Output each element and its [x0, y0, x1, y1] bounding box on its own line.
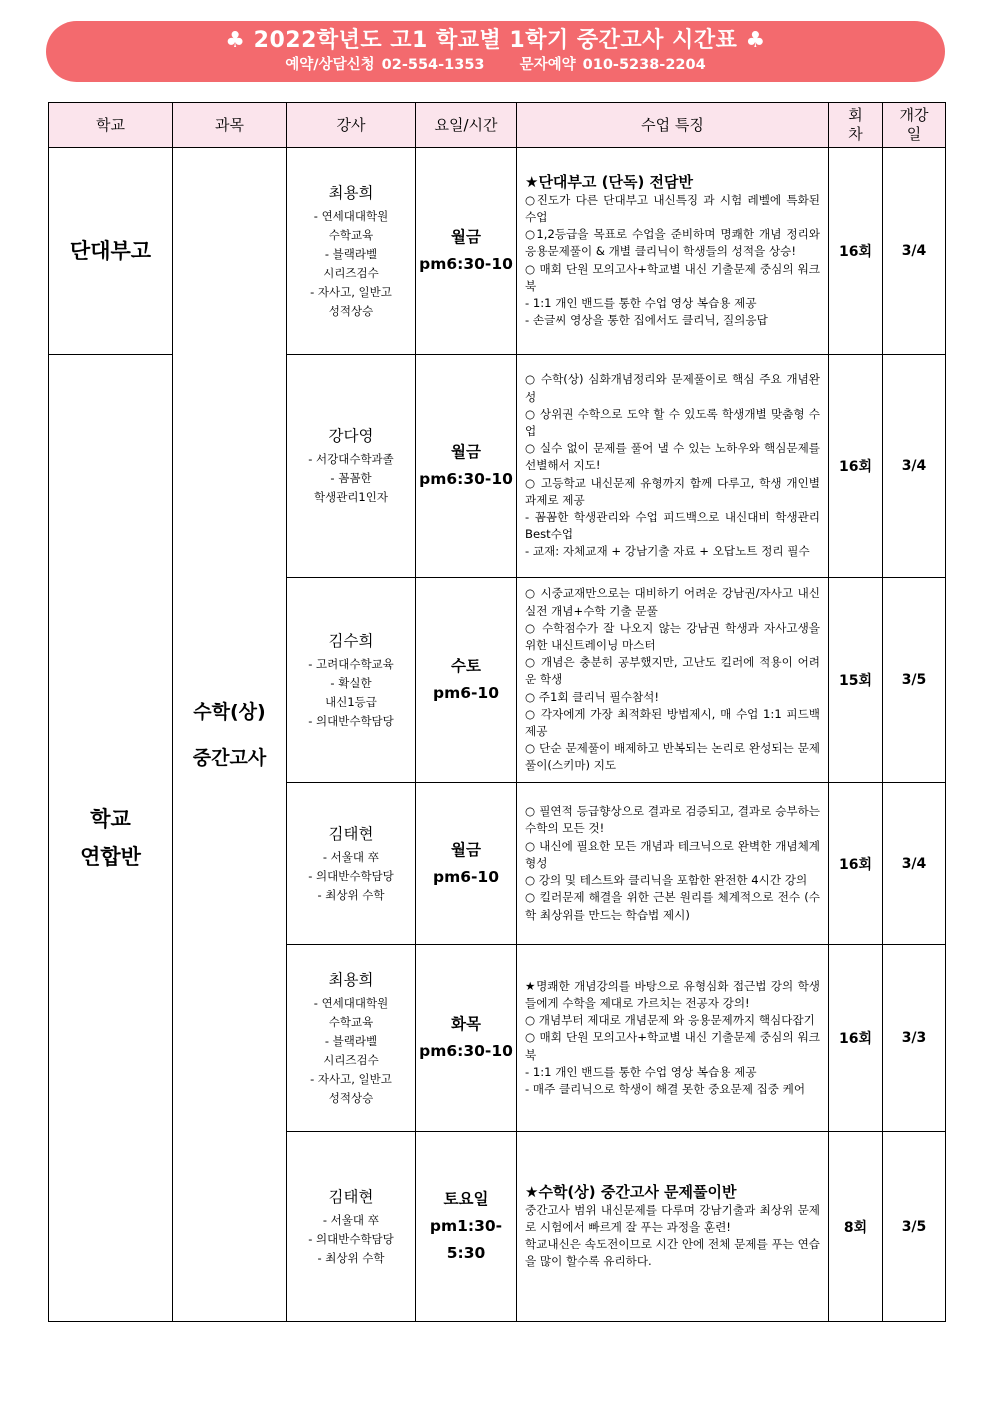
start-date-cell: 3/5 — [883, 578, 946, 783]
time-cell: 월금 pm6:30-10 — [416, 148, 517, 355]
contact-line — [46, 56, 945, 74]
features-cell: ○ 시중교재만으로는 대비하기 어려운 강남권/자사고 내신실전 개념+수학 기출 문풀 ○ 수학점수가 잘 나오지 않는 강남권 학생과 자사고생을 위한 내신트레이닝 마스터 ○ 개념은 충분히 공부했지만, 고난도 킬러에 적용이 어려운 학생 ○ 주1회 클리닉 필수참석! ○ 각자에게 가장 최적화된 방법제시, 매 수업 1:1 피드백 제공 ○ 단순 문제풀이 배제하고 반복되는 논리로 완성되는 문제풀이(스키마) 지도 — [517, 578, 829, 783]
teacher-cell: 강다영 - 서강대수학과졸 - 꼼꼼한 학생관리1인자 — [287, 355, 416, 578]
start-date-cell: 3/4 — [883, 355, 946, 578]
sessions-cell: 8회 — [829, 1132, 883, 1322]
time-cell: 월금 pm6:30-10 — [416, 355, 517, 578]
subject-cell: 수학(상) 중간고사 — [173, 148, 287, 1322]
school-cell: 단대부고 — [49, 148, 173, 355]
features-cell: ★명쾌한 개념강의를 바탕으로 유형심화 접근법 강의 학생들에게 수학을 제대로 가르치는 전공자 강의! ○ 개념부터 제대로 개념문제 와 응용문제까지 핵심다잡기 ○ 매회 단원 모의고사+학교별 내신 기출문제 중심의 워크북 - 1:1 개인 밴드를 통한 수업 영상 복습용 제공 - 매주 클리닉으로 학생이 해결 못한 중요문제 집중 케어 — [517, 945, 829, 1132]
start-date-cell: 3/3 — [883, 945, 946, 1132]
schedule-table — [48, 102, 946, 1322]
col-subject-header: 과목 — [173, 103, 287, 148]
contact-booking: 예약/상담신청 02-554-1353 — [285, 57, 485, 73]
teacher-cell: 김태현 - 서울대 卒 - 의대반수학담당 - 최상위 수학 — [287, 783, 416, 945]
contact-text: 문자예약 010-5238-2204 — [519, 57, 706, 73]
sessions-cell: 16회 — [829, 355, 883, 578]
col-sessions-header: 회 차 — [829, 103, 883, 148]
features-cell: ○ 수학(상) 심화개념정리와 문제풀이로 핵심 주요 개념완성 ○ 상위권 수학으로 도약 할 수 있도록 학생개별 맞춤형 수업 ○ 실수 없이 문제를 풀어 낼 수 있는 노하우와 핵심문제를 선별해서 지도! ○ 고등학교 내신문제 유형까지 함께 다루고, 학생 개인별 과제로 제공 - 꼼꼼한 학생관리와 수업 피드백으로 내신대비 학생관리 Best수업 - 교재: 자체교재 + 강남기출 자료 + 오답노트 정리 필수 — [517, 355, 829, 578]
time-cell: 토요일 pm1:30- 5:30 — [416, 1132, 517, 1322]
features-cell: ★수학(상) 중간고사 문제풀이반 중간고사 범위 내신문제를 다루며 강남기출과 최상위 문제로 시험에서 빠르게 잘 푸는 과정을 훈련! 학교내신은 속도전이므로 시간 안에 전체 문제를 푸는 연습을 많이 할수록 유리하다. — [517, 1132, 829, 1322]
header-row — [49, 103, 946, 148]
time-cell: 수토 pm6-10 — [416, 578, 517, 783]
teacher-cell: 최용희 - 연세대대학원 수학교육 - 블랙라벨 시리즈검수 - 자사고, 일반고 성적상승 — [287, 945, 416, 1132]
col-features-header: 수업 특징 — [517, 103, 829, 148]
page-title: ♣ 2022학년도 고1 학교별 1학기 중간고사 시간표 ♣ — [225, 28, 766, 53]
title-banner — [46, 21, 945, 82]
features-cell: ★단대부고 (단독) 전담반 ○진도가 다른 단대부고 내신특징 과 시험 레벨에 특화된 수업 ○1,2등급을 목표로 수업을 준비하며 명쾌한 개념 정리와 응용문제풀이 & 개별 클리닉이 학생들의 성적을 상승! ○ 매회 단원 모의고사+학교별 내신 기출문제 중심의 워크북 - 1:1 개인 밴드를 통한 수업 영상 복습용 제공 - 손글씨 영상을 통한 집에서도 클리닉, 질의응답 — [517, 148, 829, 355]
col-time-header: 요일/시간 — [416, 103, 517, 148]
start-date-cell: 3/4 — [883, 783, 946, 945]
time-cell: 화목 pm6:30-10 — [416, 945, 517, 1132]
features-cell: ○ 필연적 등급향상으로 결과로 검증되고, 결과로 승부하는 수학의 모든 것! ○ 내신에 필요한 모든 개념과 테크닉으로 완벽한 개념체계 형성 ○ 강의 및 테스트와 클리닉을 포함한 완전한 4시간 강의 ○ 킬러문제 해결을 위한 근본 원리를 체계적으로 전수 (수학 최상위를 만드는 학습법 제시) — [517, 783, 829, 945]
start-date-cell: 3/4 — [883, 148, 946, 355]
col-teacher-header: 강사 — [287, 103, 416, 148]
teacher-cell: 김태현 - 서울대 卒 - 의대반수학담당 - 최상위 수학 — [287, 1132, 416, 1322]
col-start-header: 개강 일 — [883, 103, 946, 148]
sessions-cell: 16회 — [829, 945, 883, 1132]
sessions-cell: 16회 — [829, 783, 883, 945]
table-row — [49, 148, 946, 355]
start-date-cell: 3/5 — [883, 1132, 946, 1322]
time-cell: 월금 pm6-10 — [416, 783, 517, 945]
col-school-header: 학교 — [49, 103, 173, 148]
sessions-cell: 16회 — [829, 148, 883, 355]
school-cell: 학교 연합반 — [49, 355, 173, 1322]
sessions-cell: 15회 — [829, 578, 883, 783]
teacher-cell: 최용희 - 연세대대학원 수학교육 - 블랙라벨 시리즈검수 - 자사고, 일반고 성적상승 — [287, 148, 416, 355]
teacher-cell: 김수희 - 고려대수학교육 - 확실한 내신1등급 - 의대반수학담당 — [287, 578, 416, 783]
